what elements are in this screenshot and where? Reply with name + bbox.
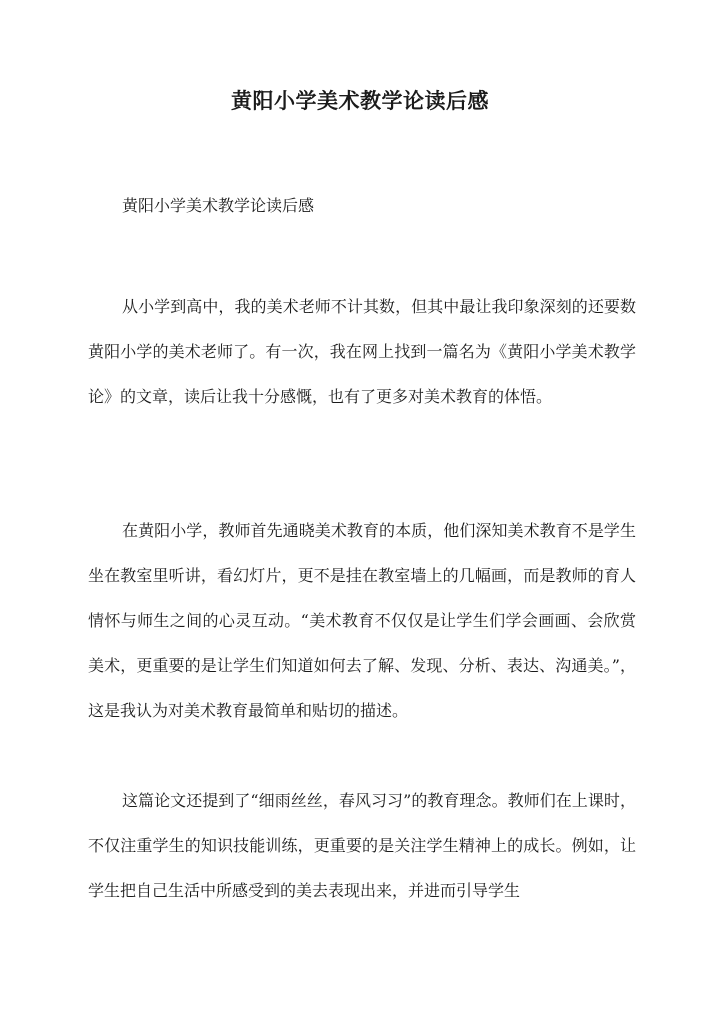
document-title: 黄阳小学美术教学论读后感 bbox=[231, 88, 489, 113]
paragraph-2: 在黄阳小学，教师首先通晓美术教育的本质，他们深知美术教育不是学生坐在教室里听讲，看幻灯片，更不是挂在教室墙上的几幅画，而是教师的育人情怀与师生之间的心灵互动。“美术教育不仅仅是让学生们学会画画、会欣赏美术，更重要的是让学生们知道如何去了解、发现、分析、表达、沟通美。”，这是我认为对美术教育最简单和贴切的描述。 bbox=[88, 521, 636, 720]
paragraph-3: 这篇论文还提到了“细雨丝丝，春风习习”的教育理念。教师们在上课时，不仅注重学生的知识技能训练，更重要的是关注学生精神上的成长。例如，让学生把自己生活中所感受到的美去表现出来，并进而引导学生 bbox=[88, 791, 636, 900]
document-subheading: 黄阳小学美术教学论读后感 bbox=[122, 196, 315, 215]
paragraph-1: 从小学到高中，我的美术老师不计其数，但其中最让我印象深刻的还要数黄阳小学的美术老师了。有一次，我在网上找到一篇名为《黄阳小学美术教学论》的文章，读后让我十分感慨，也有了更多对美术教育的体悟。 bbox=[88, 297, 636, 406]
